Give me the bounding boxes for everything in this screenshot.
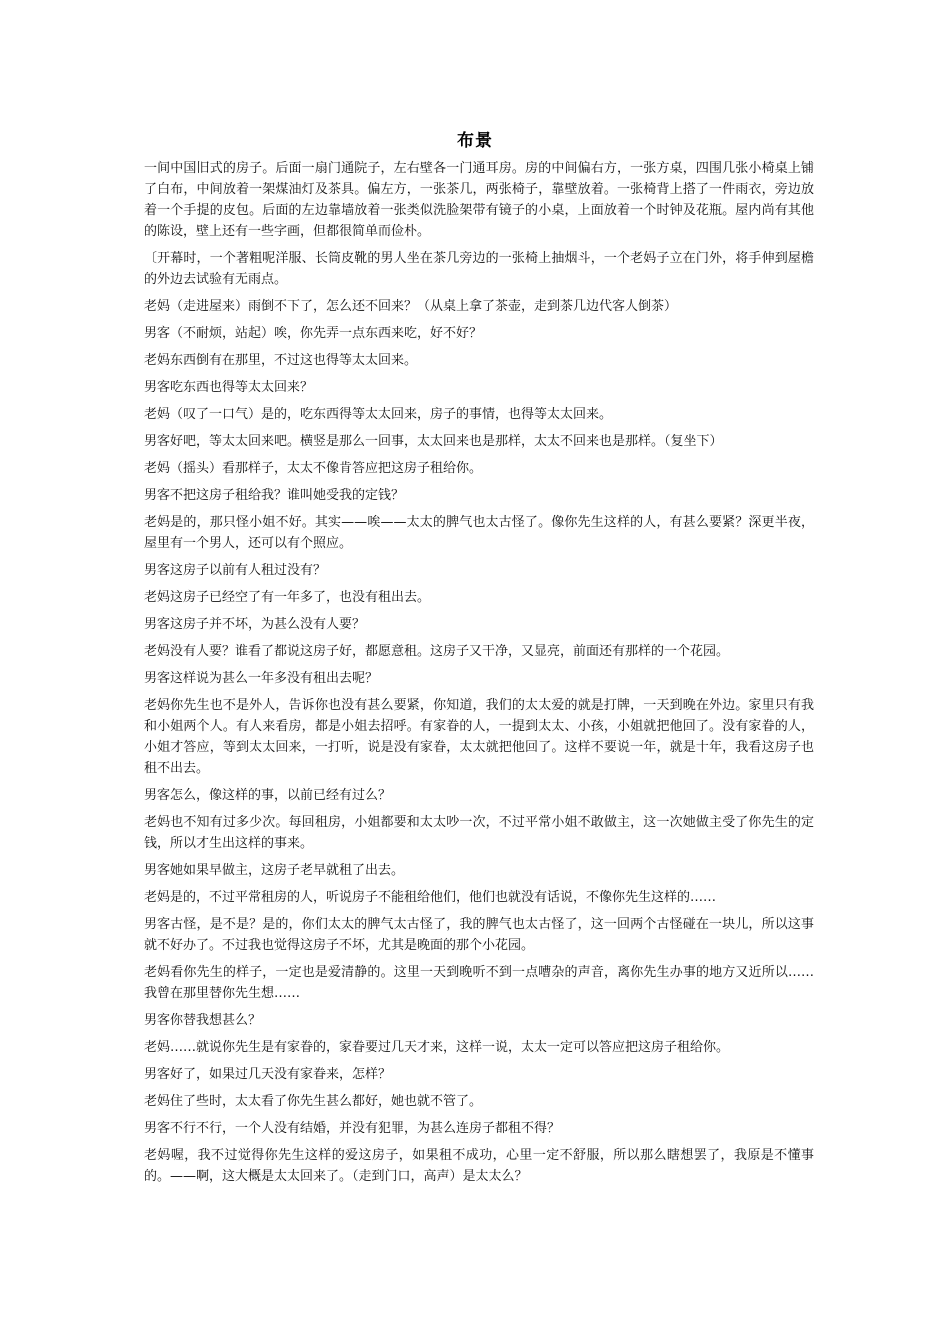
paragraph: 老妈是的，不过平常租房的人，听说房子不能租给他们，他们也就没有话说，不像你先生这样的…… [144,890,717,905]
paragraph: 老妈没有人要？谁看了都说这房子好，都愿意租。这房子又干净，又显亮，前面还有那样的一个花园。 [144,644,730,659]
paragraph: 男客你替我想甚么？ [144,1013,262,1028]
paragraph: 男客不行不行，一个人没有结婚，并没有犯罪，为甚么连房子都租不得？ [144,1121,561,1136]
paragraph: 男客好吧，等太太回来吧。横竖是那么一回事，太太回来也是那样，太太不回来也是那样。（复坐下） [144,434,723,449]
paragraph: 老妈看你先生的样子，一定也是爱清静的。这里一天到晚听不到一点嘈杂的声音，离你先生办事的地方又近所以……我曾在那里替你先生想…… [144,965,814,1001]
paragraph: 男客好了，如果过几天没有家眷来，怎样？ [144,1067,392,1082]
paragraph: 老妈（摇头）看那样子，太太不像肯答应把这房子租给你。 [144,461,483,476]
paragraph: 老妈（叹了一口气）是的，吃东西得等太太回来，房子的事情，也得等太太回来。 [144,407,613,422]
paragraph: 男客不把这房子租给我？谁叫她受我的定钱？ [144,488,405,503]
page-title: 布景 [457,131,493,151]
paragraph: 一间中国旧式的房子。后面一扇门通院子，左右壁各一门通耳房。房的中间偏右方，一张方桌，四围几张小椅桌上铺了白布，中间放着一架煤油灯及茶具。偏左方，一张茶几，两张椅子，靠壁放着。一张椅背上搭了一件雨衣，旁边放着一个手提的皮包。后面的左边靠墙放着一张类似洗脸架带有镜子的小桌，上面放着一个时钟及花瓶。屋内尚有其他的陈设，壁上还有一些字画，但都很简单而俭朴。 [144,161,814,239]
paragraph: 老妈这房子已经空了有一年多了，也没有租出去。 [144,590,431,605]
paragraph: 男客吃东西也得等太太回来？ [144,380,314,395]
paragraph: 老妈住了些时，太太看了你先生甚么都好，她也就不管了。 [144,1094,483,1109]
paragraph: 老妈东西倒有在那里，不过这也得等太太回来。 [144,353,418,368]
paragraph: 男客（不耐烦，站起）唉，你先弄一点东西来吃，好不好？ [144,326,483,341]
paragraph: 男客这房子并不坏，为甚么没有人要？ [144,617,366,632]
paragraph: 男客她如果早做主，这房子老早就租了出去。 [144,863,405,878]
paragraph: 男客这样说为甚么一年多没有租出去呢？ [144,671,379,686]
paragraph: 老妈是的，那只怪小姐不好。其实——唉——太太的脾气也太古怪了。像你先生这样的人，有甚么要紧？深更半夜，屋里有一个男人，还可以有个照应。 [144,515,814,551]
paragraph: 〔开幕时，一个著粗呢洋服、长筒皮靴的男人坐在茶几旁边的一张椅上抽烟斗，一个老妈子立在门外，将手伸到屋檐的外边去试验有无雨点。 [144,251,814,287]
paragraph: 老妈你先生也不是外人，告诉你也没有甚么要紧，你知道，我们的太太爱的就是打牌，一天到晚在外边。家里只有我和小姐两个人。有人来看房，都是小姐去招呼。有家眷的人，一提到太太、小孩，小姐就把他回了。没有家眷的人，小姐才答应，等到太太回来，一打听，说是没有家眷，太太就把他回了。这样不要说一年，就是十年，我看这房子也租不出去。 [144,698,814,776]
paragraph: 老妈（走进屋来）雨倒不下了，怎么还不回来？（从桌上拿了茶壶，走到茶几边代客人倒茶） [144,299,678,314]
paragraph: 老妈也不知有过多少次。每回租房，小姐都要和太太吵一次，不过平常小姐不敢做主，这一次她做主受了你先生的定钱，所以才生出这样的事来。 [144,815,814,851]
paragraph: 男客怎么，像这样的事，以前已经有过么？ [144,788,392,803]
paragraph: 男客古怪，是不是？是的，你们太太的脾气太古怪了，我的脾气也太古怪了，这一回两个古怪碰在一块儿，所以这事就不好办了。不过我也觉得这房子不坏，尤其是晚面的那个小花园。 [144,917,814,953]
paragraph: 男客这房子以前有人租过没有？ [144,563,327,578]
script-body [144,158,814,1193]
paragraph: 老妈……就说你先生是有家眷的，家眷要过几天才来，这样一说，太太一定可以答应把这房子租给你。 [144,1040,730,1055]
paragraph: 老妈喔，我不过觉得你先生这样的爱这房子，如果租不成功，心里一定不舒服，所以那么瞎想罢了，我原是不懂事的。——啊，这大概是太太回来了。（走到门口，高声）是太太么？ [144,1148,814,1184]
